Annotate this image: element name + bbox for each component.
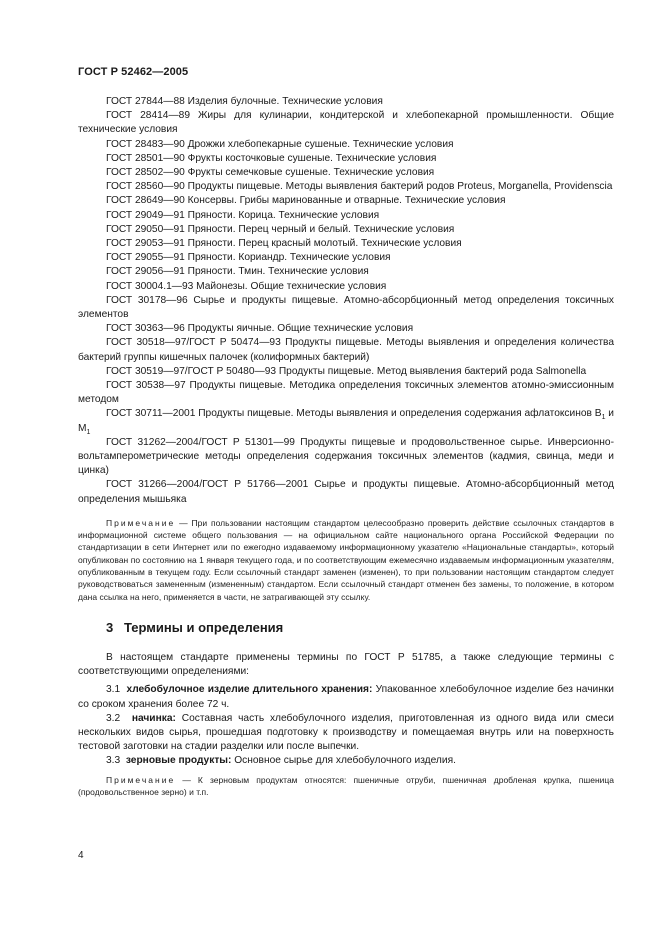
- subscript: 1: [601, 414, 606, 422]
- reference-item: ГОСТ 30178—96 Сырье и продукты пищевые. Атомно-абсорбционный метод определения токсичных элементов: [78, 294, 614, 321]
- reference-item: ГОСТ 30518—97/ГОСТ Р 50474—93 Продукты пищевые. Методы выявления и определения количества бактерий группы кишечных палочек (колиформных бактерий): [78, 337, 614, 363]
- reference-item: ГОСТ 28501—90 Фрукты косточковые сушеные. Технические условия: [106, 152, 437, 164]
- note-label: Примечание: [106, 517, 176, 528]
- reference-item: ГОСТ 31266—2004/ГОСТ Р 51766—2001 Сырье и продукты пищевые. Атомно-абсорбционный метод определения мышьяка: [78, 479, 614, 505]
- term-name: хлебобулочное изделие длительного хранения:: [126, 684, 373, 696]
- page-number: 4: [78, 850, 84, 861]
- reference-item: ГОСТ 29050—91 Пряности. Перец черный и белый. Технические условия: [106, 223, 455, 235]
- normative-references-list-tail: [78, 436, 614, 507]
- term-number: 3.3: [106, 755, 121, 767]
- reference-item: ГОСТ 28649—90 Консервы. Грибы маринованные и отварные. Технические условия: [106, 195, 506, 207]
- reference-item: ГОСТ 30363—96 Продукты яичные. Общие технические условия: [106, 323, 414, 335]
- reference-item: ГОСТ 28414—89 Жиры для кулинарии, кондитерской и хлебопекарной промышленности. Общие технические условия: [78, 110, 614, 136]
- reference-item: ГОСТ 30519—97/ГОСТ Р 50480—93 Продукты пищевые. Метод выявления бактерий рода Salmonella: [106, 365, 587, 377]
- note-grain-products: [78, 774, 614, 799]
- reference-item: ГОСТ 29055—91 Пряности. Кориандр. Технические условия: [106, 252, 391, 264]
- section-number: 3: [106, 619, 114, 635]
- term-name: зерновые продукты:: [125, 755, 232, 767]
- term-definition: [78, 712, 614, 755]
- reference-text: и M: [78, 408, 614, 434]
- subscript: 1: [86, 428, 91, 436]
- reference-item: ГОСТ 27844—88 Изделия булочные. Технические условия: [106, 96, 383, 107]
- term-number: 3.1: [106, 684, 121, 696]
- reference-item: ГОСТ 28502—90 Фрукты семечковые сушеные. Технические условия: [106, 167, 435, 179]
- reference-item-aflatoxin: [78, 407, 614, 435]
- reference-item: ГОСТ 29053—91 Пряности. Перец красный молотый. Технические условия: [106, 238, 462, 250]
- note-text: — К зерновым продуктам относятся: пшеничные отруби, пшеничная дробленая крупка, пшеница (продовольственное зерно) и т.п.: [78, 774, 614, 797]
- reference-text: ГОСТ 30711—2001 Продукты пищевые. Методы выявления и определения содержания афлатоксинов B: [106, 408, 602, 420]
- page-content: [78, 95, 614, 798]
- reference-item: ГОСТ 28560—90 Продукты пищевые. Методы выявления бактерий родов Proteus, Morganella, Providenscia: [106, 181, 613, 193]
- note-text: — При пользовании настоящим стандартом целесообразно проверить действие ссылочных стандартов в информационной системе общего пользования — на официальном сайте национального органа Российской Федерации по стандартизации в сети Интернет или по ежегодно издаваемому информационному указателю «Национальные стандарты», который опубликован по состоянию на 1 января текущего года, и по соответствующим ежемесячно издаваемым информационным указателям, опубликованным в текущем году. Если ссылочный стандарт заменен (изменен), то при пользовании настоящим стандартом следует руководствоваться замененным (измененным) стандартом. Если ссылочный стандарт отменен без замены, то положение, в котором дана ссылка на него, применяется в части, не затрагивающей эту ссылку.: [78, 517, 614, 602]
- term-number: 3.2: [106, 712, 121, 724]
- reference-item: ГОСТ 30004.1—93 Майонезы. Общие технические условия: [106, 280, 387, 292]
- term-definition: [78, 683, 614, 711]
- note-label: Примечание: [106, 774, 176, 785]
- term-name: начинка:: [131, 712, 176, 724]
- term-text: Упакованное хлебобулочное изделие без начинки со сроком хранения более 72 ч.: [78, 684, 614, 710]
- reference-item: ГОСТ 31262—2004/ГОСТ Р 51301—99 Продукты пищевые и продовольственное сырье. Инверсионно-вольтамперометрические методы определения содержания токсичных элементов (кадмия, свинца, меди и цинка): [78, 436, 614, 477]
- reference-item: ГОСТ 29056—91 Пряности. Тмин. Технические условия: [106, 266, 369, 278]
- terms-list: [78, 683, 614, 768]
- reference-item: ГОСТ 30538—97 Продукты пищевые. Методика определения токсичных элементов атомно-эмиссионным методом: [78, 380, 614, 406]
- document-header: ГОСТ Р 52462—2005: [78, 66, 189, 78]
- term-text: Составная часть хлебобулочного изделия, приготовленная из одного вида или смеси нескольких видов сырья, прошедшая подготовку к производству и помещаемая внутрь или на поверхность тестовой заготовки на стадии разделки или после выпечки.: [78, 712, 614, 753]
- term-definition: [78, 754, 614, 768]
- note-references: [78, 517, 614, 603]
- term-text: Основное сырье для хлебобулочного изделия.: [231, 755, 456, 767]
- reference-item: ГОСТ 28483—90 Дрожжи хлебопекарные сушеные. Технические условия: [106, 138, 454, 150]
- section-heading: [78, 620, 614, 636]
- section-title: Термины и определения: [124, 619, 284, 635]
- section-intro: В настоящем стандарте применены термины по ГОСТ Р 51785, а также следующие термины с соответствующими определениями:: [78, 651, 614, 678]
- normative-references-list: [78, 95, 614, 407]
- reference-item: ГОСТ 29049—91 Пряности. Корица. Технические условия: [106, 209, 380, 221]
